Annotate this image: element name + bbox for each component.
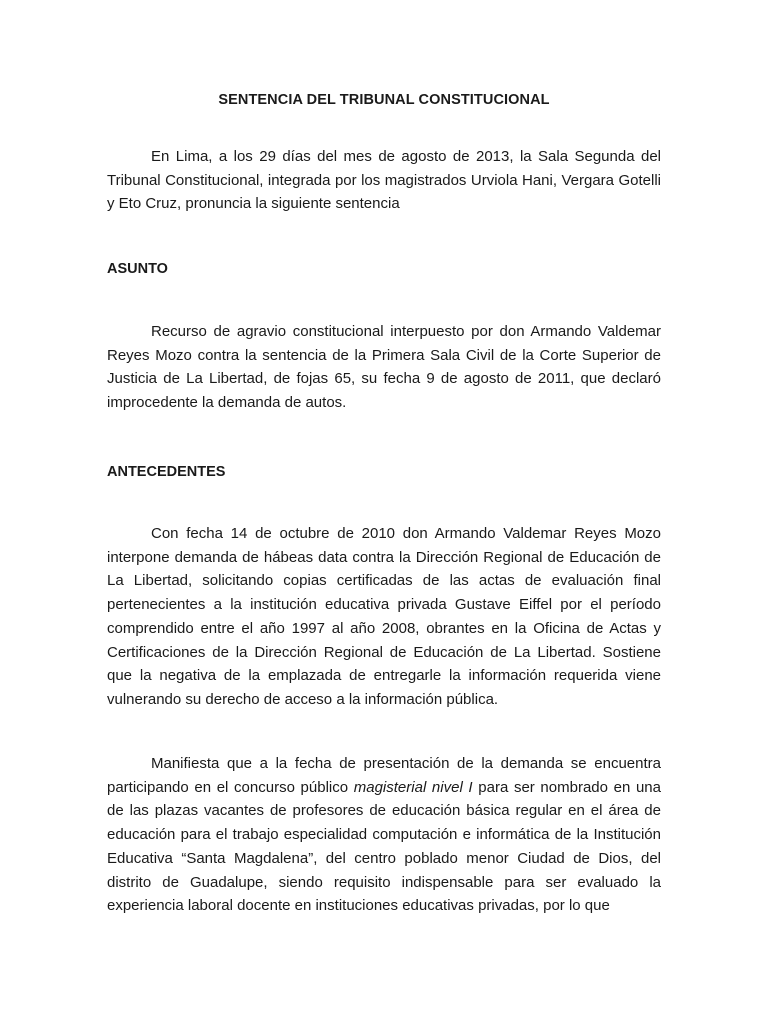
antecedentes-paragraph-2 (107, 752, 661, 918)
paragraph-2-italic-term: magisterial nivel I (353, 778, 473, 796)
section-heading-antecedentes: ANTECEDENTES (107, 464, 226, 480)
antecedentes-paragraph-1: Con fecha 14 de octubre de 2010 don Armando Valdemar Reyes Mozo interpone demanda de hábeas data contra la Dirección Regional de Educación de La Libertad, solicitando copias certificadas de las actas de evaluación final pertenecientes a la institución educativa privada Gustave Eiffel por el período comprendido entre el año 1997 al año 2008, obrantes en la Oficina de Actas y Certificaciones de la Dirección Regional de Educación de La Libertad. Sostiene que la negativa de la emplazada de entregarle la información requerida viene vulnerando su derecho de acceso a la información pública. (107, 525, 661, 708)
asunto-paragraph: Recurso de agravio constitucional interpuesto por don Armando Valdemar Reyes Mozo contra la sentencia de la Primera Sala Civil de la Corte Superior de Justicia de La Libertad, de fojas 65, su fecha 9 de agosto de 2011, que declaró improcedente la demanda de autos. (107, 323, 661, 412)
paragraph-2-text-end: para ser nombrado en una de las plazas vacantes de profesores de educación básica regular en el área de educación para el trabajo especialidad computación e informática de la Institución Educativa “Santa Magdalena”, del centro poblado menor Ciudad de Dios, del distrito de Guadalupe, siendo requisito indispensable para ser evaluado la experiencia laboral docente en instituciones educativas privadas, por lo que (107, 778, 661, 915)
paragraph-2-text-start: Manifiesta que a la fecha de presentación de la demanda se encuentra participando en el concurso público (107, 755, 661, 796)
section-heading-asunto: ASUNTO (107, 261, 168, 277)
intro-paragraph: En Lima, a los 29 días del mes de agosto de 2013, la Sala Segunda del Tribunal Constitucional, integrada por los magistrados Urviola Hani, Vergara Gotelli y Eto Cruz, pronuncia la siguiente sentencia (107, 148, 661, 213)
document-title: SENTENCIA DEL TRIBUNAL CONSTITUCIONAL (218, 92, 550, 108)
